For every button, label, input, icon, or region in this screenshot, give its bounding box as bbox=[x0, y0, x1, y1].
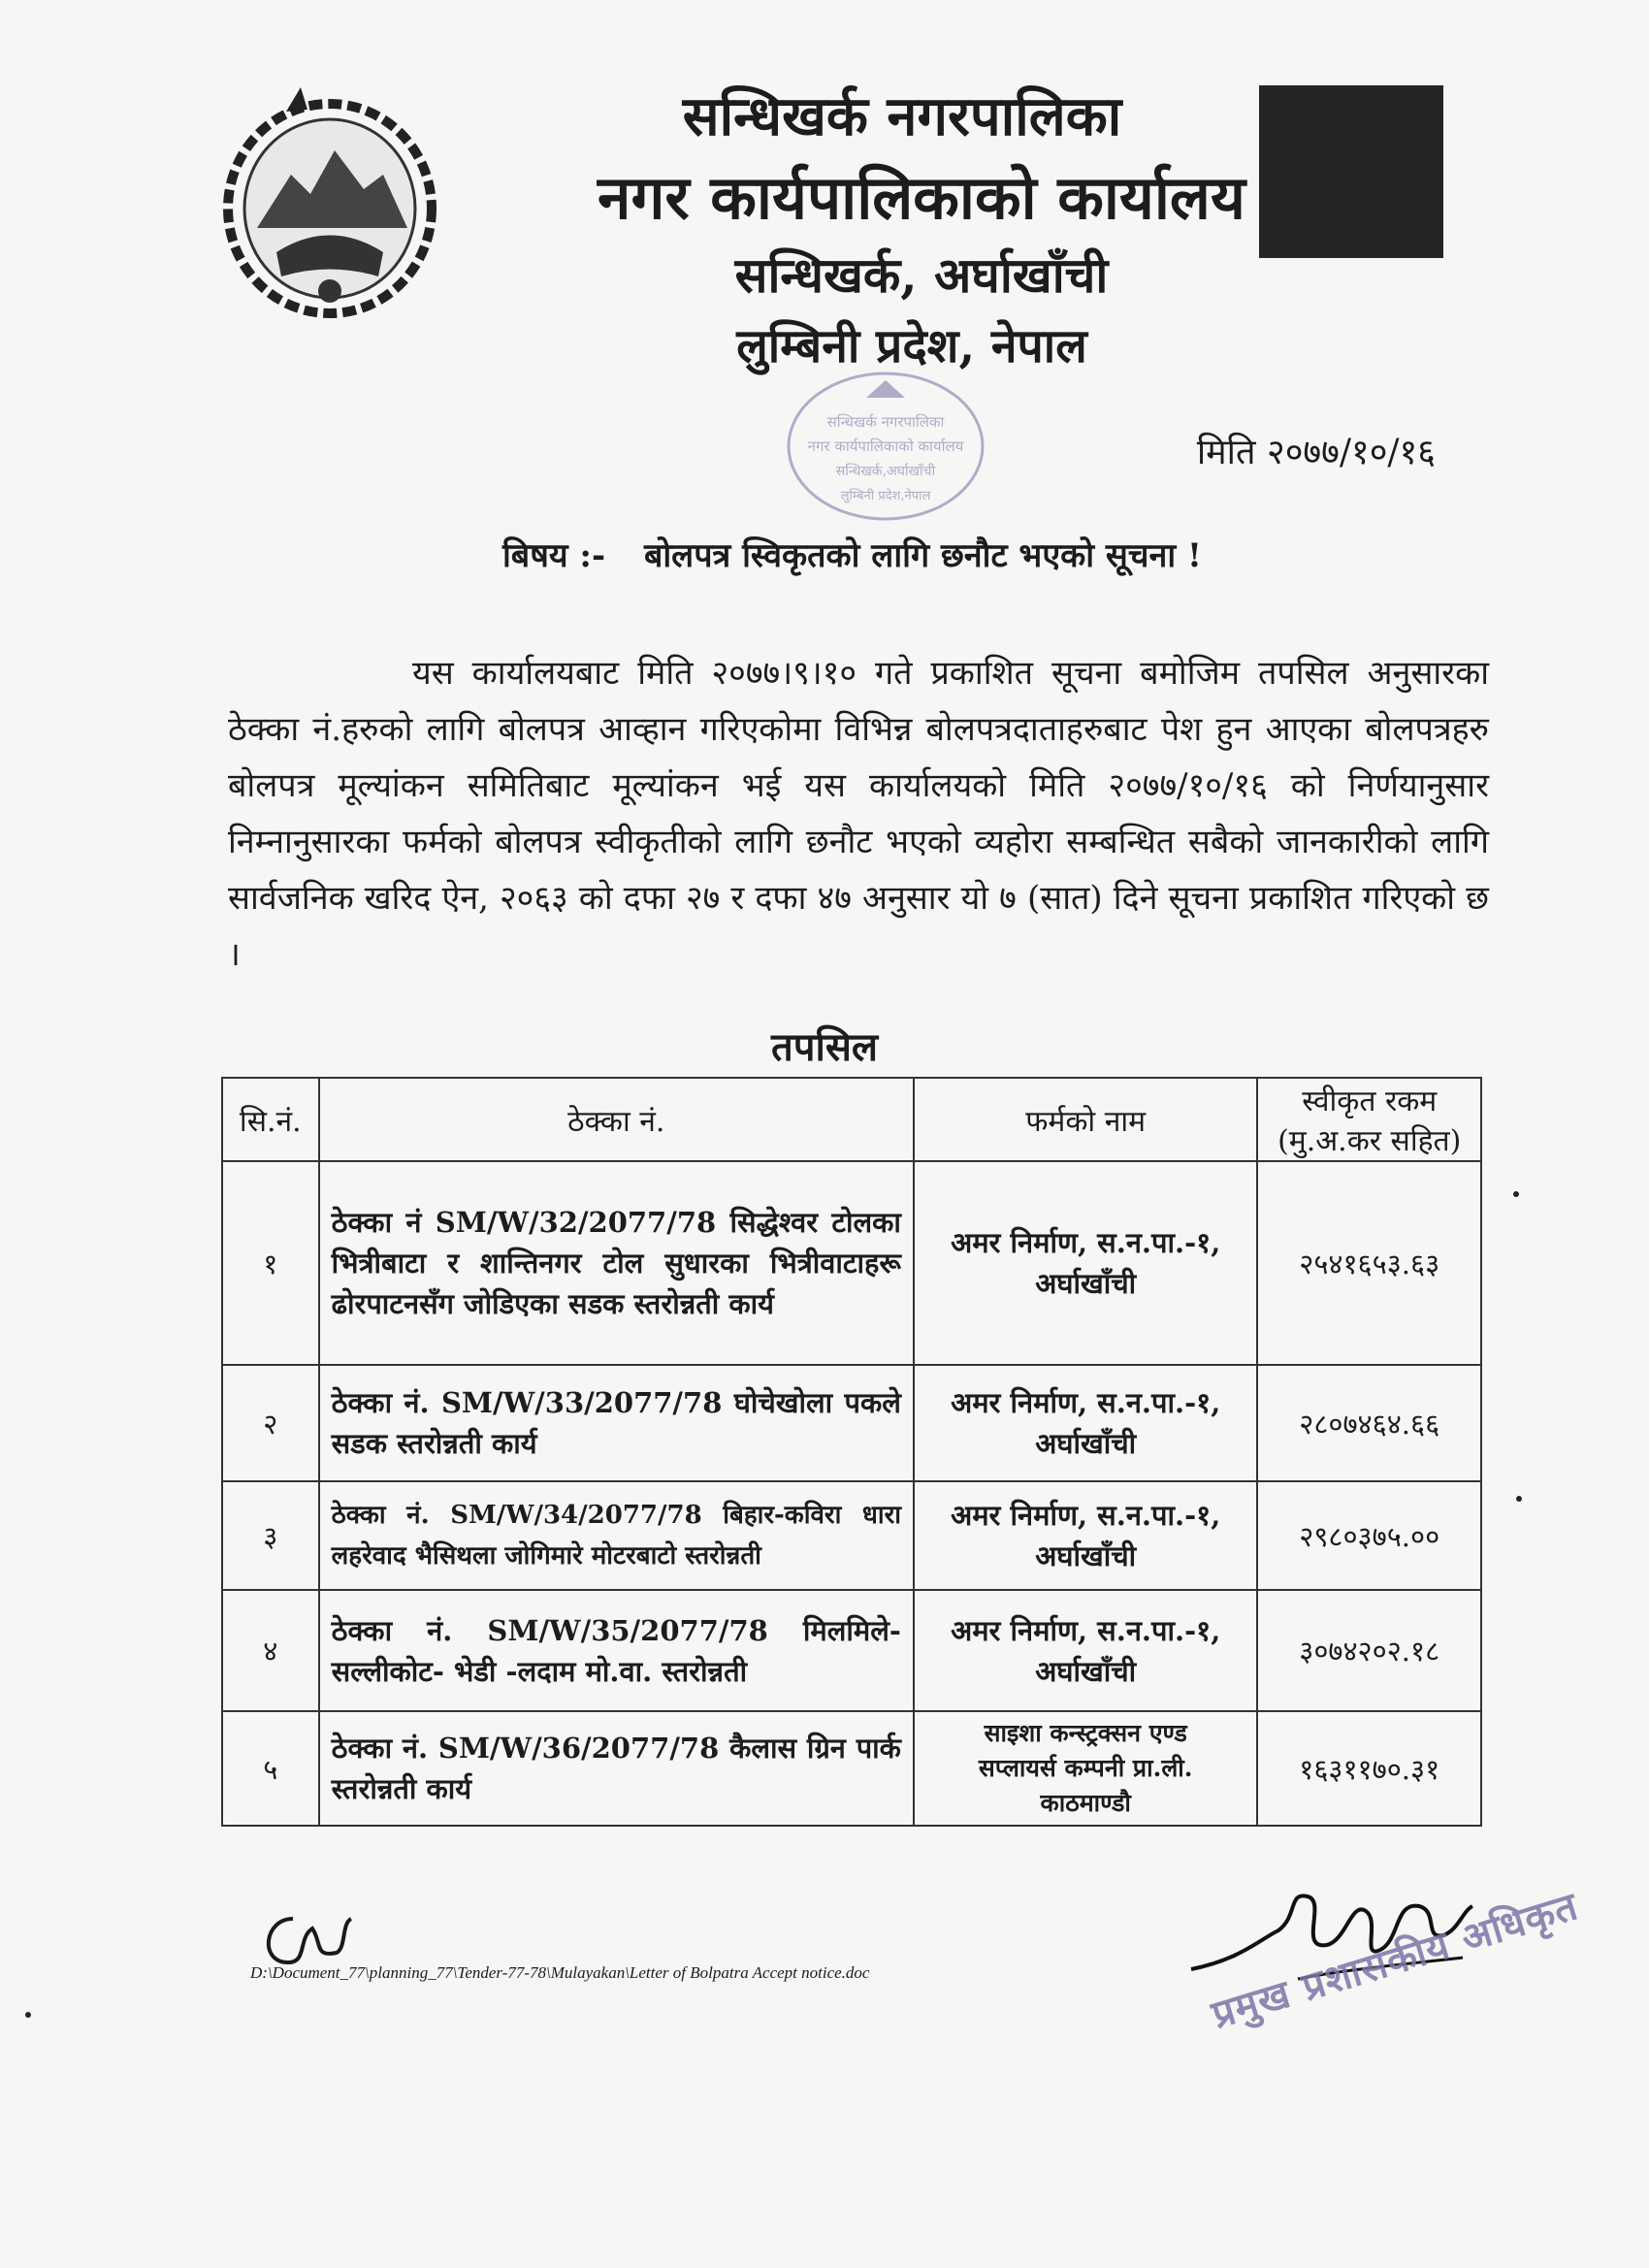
firm-line: काठमाण्डौ bbox=[1040, 1789, 1131, 1817]
office-title: नगर कार्यपालिकाको कार्यालय bbox=[598, 162, 1245, 233]
redaction-box bbox=[1259, 85, 1443, 258]
subject-label: बिषय :- bbox=[502, 536, 606, 575]
row-firm bbox=[914, 1711, 1257, 1826]
row-contract: ठेक्का नं. SM/W/34/2077/78 बिहार-कविरा धारा लहरेवाद भैसिथला जोगिमारे मोटरबाटो स्तरोन्नती bbox=[319, 1481, 914, 1590]
table-row bbox=[222, 1590, 1481, 1711]
schedule-heading: तपसिल bbox=[770, 1024, 879, 1070]
firm-line: अर्घाखाँची bbox=[1035, 1654, 1137, 1688]
stamp-line-4: लुम्बिनी प्रदेश,नेपाल bbox=[840, 489, 931, 503]
row-firm bbox=[914, 1365, 1257, 1481]
table-row bbox=[222, 1481, 1481, 1590]
file-path: D:\Document_77\planning_77\Tender-77-78\Mulayakan\Letter of Bolpatra Accept notice.doc bbox=[250, 1963, 870, 1982]
scan-dot bbox=[1513, 1191, 1519, 1197]
firm-line: अर्घाखाँची bbox=[1035, 1267, 1137, 1300]
office-name: सन्धिखर्क नगरपालिका bbox=[682, 84, 1122, 148]
row-sn: ४ bbox=[222, 1590, 319, 1711]
row-sn: १ bbox=[222, 1161, 319, 1365]
firm-line: अर्घाखाँची bbox=[1035, 1539, 1137, 1572]
header-contract: ठेक्का नं. bbox=[319, 1078, 914, 1161]
office-place: सन्धिखर्क, अर्घाखाँची bbox=[734, 246, 1109, 304]
firm-line: अमर निर्माण, स.न.पा.-१, bbox=[951, 1386, 1221, 1419]
stamp-line-1: सन्धिखर्क नगरपालिका bbox=[826, 413, 945, 431]
office-seal-stamp bbox=[784, 369, 987, 524]
row-contract: ठेक्का नं SM/W/32/2077/78 सिद्धेश्वर टोलका भित्रीबाटा र शान्तिनगर टोल सुधारका भित्रीवाटाहरू ढोरपाटनसँग जोडिएका सडक स्तरोन्नती कार्य bbox=[319, 1161, 914, 1365]
date-line: मिति २०७७/१०/१६ bbox=[1196, 433, 1436, 472]
firm-line: अमर निर्माण, स.न.पा.-१, bbox=[951, 1499, 1221, 1532]
table-row bbox=[222, 1711, 1481, 1826]
header-firm: फर्मको नाम bbox=[914, 1078, 1257, 1161]
table-row bbox=[222, 1365, 1481, 1481]
scan-dot bbox=[25, 2012, 31, 2018]
row-firm bbox=[914, 1590, 1257, 1711]
row-firm bbox=[914, 1161, 1257, 1365]
firm-line: अमर निर्माण, स.न.पा.-१, bbox=[951, 1613, 1221, 1647]
office-province: लुम्बिनी प्रदेश, नेपाल bbox=[736, 319, 1087, 373]
firm-line: अमर निर्माण, स.न.पा.-१, bbox=[951, 1226, 1221, 1259]
row-contract: ठेक्का नं. SM/W/33/2077/78 घोचेखोला पकले सडक स्तरोन्नती कार्य bbox=[319, 1365, 914, 1481]
scan-dot bbox=[1516, 1496, 1522, 1502]
firm-line: साइशा कन्स्ट्रक्सन एण्ड bbox=[984, 1719, 1187, 1747]
table-header-row bbox=[222, 1078, 1481, 1161]
header-amount bbox=[1257, 1078, 1481, 1161]
row-amount: ३०७४२०२.१८ bbox=[1257, 1590, 1481, 1711]
row-sn: ५ bbox=[222, 1711, 319, 1826]
row-firm bbox=[914, 1481, 1257, 1590]
row-amount: २५४१६५३.६३ bbox=[1257, 1161, 1481, 1365]
row-sn: २ bbox=[222, 1365, 319, 1481]
row-contract: ठेक्का नं. SM/W/35/2077/78 मिलमिले-सल्लीकोट- भेडी -लदाम मो.वा. स्तरोन्नती bbox=[319, 1590, 914, 1711]
subject-text: बोलपत्र स्विकृतको लागि छनौट भएको सूचना ! bbox=[643, 536, 1202, 575]
table-row bbox=[222, 1161, 1481, 1365]
row-sn: ३ bbox=[222, 1481, 319, 1590]
contracts-table bbox=[221, 1077, 1482, 1827]
row-amount: १६३११७०.३१ bbox=[1257, 1711, 1481, 1826]
stamp-line-3: सन्धिखर्क,अर्घाखाँची bbox=[835, 464, 936, 479]
header-amount-line2: (मु.अ.कर सहित) bbox=[1277, 1124, 1462, 1158]
firm-line: अर्घाखाँची bbox=[1035, 1427, 1137, 1460]
row-amount: २८०७४६४.६६ bbox=[1257, 1365, 1481, 1481]
row-contract: ठेक्का नं. SM/W/36/2077/78 कैलास ग्रिन पार्क स्तरोन्नती कार्य bbox=[319, 1711, 914, 1826]
notice-body: यस कार्यालयबाट मिति २०७७।९।१० गते प्रकाशित सूचना बमोजिम तपसिल अनुसारका ठेक्का नं.हरुको लागि बोलपत्र आव्हान गरिएकोमा विभिन्न बोलपत्रदाताहरुबाट पेश हुन आएका बोलपत्रहरु बोलपत्र मूल्यांकन समितिबाट मूल्यांकन भई यस कार्यालयको मिति २०७७/१०/१६ को निर्णयानुसार निम्नानुसारका फर्मको बोलपत्र स्वीकृतीको लागि छनौट भएको व्यहोरा सम्बन्धित सबैको जानकारीको लागि सार्वजनिक खरिद ऐन, २०६३ को दफा २७ र दफा ४७ अनुसार यो ७ (सात) दिने सूचना प्रकाशित गरिएको छ । bbox=[228, 654, 1489, 974]
header-amount-line1: स्वीकृत रकम bbox=[1302, 1085, 1438, 1118]
firm-line: सप्लायर्स कम्पनी प्रा.ली. bbox=[978, 1754, 1193, 1782]
stamp-line-2: नगर कार्यपालिकाको कार्यालय bbox=[807, 437, 964, 455]
row-amount: २९८०३७५.०० bbox=[1257, 1481, 1481, 1590]
header-sn: सि.नं. bbox=[222, 1078, 319, 1161]
officer-title-stamp: प्रमुख प्रशासकीय अधिकृत bbox=[1206, 1883, 1584, 2038]
subject-line bbox=[502, 532, 1202, 576]
